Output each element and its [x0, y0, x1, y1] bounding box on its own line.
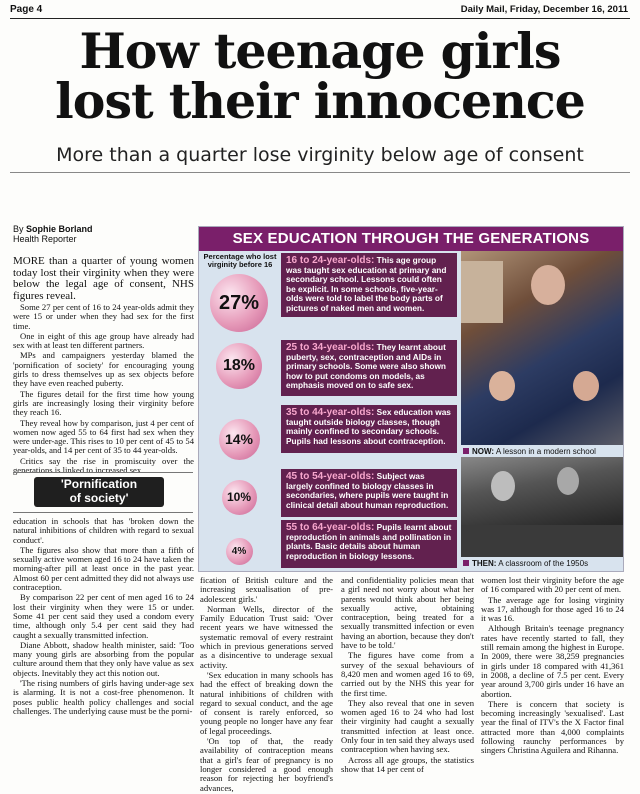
photo-detail	[531, 265, 565, 305]
byline-prefix: By	[13, 224, 27, 234]
pull-quote	[34, 477, 164, 507]
headline-line-2: lost their innocence	[55, 72, 585, 130]
generation-age: 25 to 34-year-olds:	[286, 342, 375, 353]
paragraph: women lost their virginity before the age of 16 compared with 20 per cent of men.	[481, 575, 624, 595]
article-column-1	[13, 256, 194, 476]
paragraph: MPs and campaigners yesterday blamed the 'pornification of society' for encouraging young girls to dress themselves up as sex objects before they have even reached puberty.	[13, 350, 194, 389]
caption-square-icon	[463, 448, 469, 454]
percentage-value: 14%	[224, 431, 254, 447]
paragraph: education in schools that has 'broken down the natural inhibitions of children with regard to sexual conduct'.	[13, 516, 194, 545]
paragraph: They reveal how by comparison, just 4 per cent of women now aged 55 to 64 first had sex when they were under-age. This rises to 10 per cent of 45 to 54 year-olds, and 14 per cent of 35 to 44 year-olds.	[13, 417, 194, 456]
paragraph: The figures have come from a survey of the sexual behaviours of 8,420 men and women aged 16 to 69, carried out by the NHS this year for the first time.	[341, 650, 474, 698]
generation-row-16-24	[281, 253, 457, 317]
pull-quote-line-1: 'Pornification	[60, 477, 138, 491]
paragraph: One in eight of this age group have already had sex with at least ten different partners.	[13, 330, 194, 351]
percentage-bubble	[210, 274, 268, 332]
generation-text: Sex education was taught outside biology classes, though mainly confined to secondary schools. Pupils had lessons about contraception.	[286, 407, 451, 446]
photo-detail	[573, 371, 599, 401]
now-caption	[463, 447, 596, 456]
paragraph: Although Britain's teenage pregnancy rates have recently started to fall, they still remain among the highest in Europe. In 2009, there were 38,259 pregnancies in girls under 18 compared with 41,361 in 2008, a decline of 7.5 per cent. Every year around 3,700 girls under 16 have an abortion.	[481, 623, 624, 699]
paragraph: 'Sex education in many schools has had the effect of breaking down the natural inhibitions of children with regard to sexual conduct, and the age of consent is rarely enforced, so young people no longer have any fear of legal proceedings.	[200, 669, 333, 736]
paragraph: There is concern that society is becoming increasingly 'sexualised'. Last year the final of ITV's the X Factor final attracted more than 4,000 complaints following raunchy performances by singers Christina Aguilera and Rihanna.	[481, 698, 624, 756]
photo-detail	[491, 471, 515, 501]
generation-age: 16 to 24-year-olds:	[286, 255, 375, 266]
generation-age: 35 to 44-year-olds:	[286, 407, 375, 418]
generation-text: This age group was taught sex education at primary and secondary school. Lessons could often be explicit. In some schools, five-year-olds were told to label the body parts of pictures of naked men and women.	[286, 255, 447, 313]
sex-education-graphic	[198, 226, 624, 572]
photo-detail	[489, 371, 515, 401]
byline-role: Health Reporter	[13, 234, 77, 244]
paragraph: 'On top of that, the ready availability of contraception means that a girl's fear of pregnancy is no longer considered a good enough reason for rejecting her boyfriend's advances,	[200, 736, 333, 793]
generation-text: Pupils learnt about reproduction in animals and pollination in plants. Basic details about human reproduction in biology lessons.	[286, 522, 452, 561]
percentage-bubble	[226, 538, 253, 565]
lead-paragraph: MORE than a quarter of young women today lost their virginity when they were below the legal age of consent, NHS figures reveal.	[13, 255, 194, 302]
generation-age: 55 to 64-year-olds:	[286, 522, 375, 533]
paragraph: Diane Abbott, shadow health minister, said: 'Too many young girls are absorbing from the popular culture around them that they only have value as sex objects. Inevitably they act this notion out.	[13, 639, 194, 678]
percentage-bubble	[219, 419, 260, 460]
photo-detail	[461, 261, 503, 323]
graphic-title: SEX EDUCATION THROUGH THE GENERATIONS	[199, 227, 623, 251]
generation-age: 45 to 54-year-olds:	[286, 471, 375, 482]
subheadline: More than a quarter lose virginity below age of consent	[56, 144, 584, 166]
1950s-classroom-photo	[461, 457, 623, 557]
article-column-1-continued	[13, 517, 194, 717]
article-column-4	[481, 576, 624, 757]
byline-author: Sophie Borland	[26, 224, 93, 234]
generation-row-45-54	[281, 469, 457, 517]
pull-quote-rule-bottom	[13, 512, 193, 513]
paragraph: Across all age groups, the statistics show that 14 per cent of	[341, 754, 474, 774]
generation-text: Subject was largely confined to biology classes in secondaries, where pupils were taught in clinical detail about human reproduction.	[286, 471, 449, 510]
article-column-2	[200, 576, 333, 794]
pull-quote-rule-top	[13, 472, 193, 473]
now-caption-text: A lesson in a modern school	[494, 447, 596, 456]
paragraph: The average age for losing virginity was 17, although for those aged 16 to 24 it was 16.	[481, 594, 624, 624]
paragraph: fication of British culture and the increasing sexualisation of pre-adolescent girls.'	[200, 575, 333, 604]
now-caption-tag: NOW:	[472, 447, 495, 456]
percentage-bubble	[222, 480, 257, 515]
paragraph: Some 27 per cent of 16 to 24 year-olds admit they were 15 or under when they had sex for the first time.	[13, 302, 194, 331]
article-column-3	[341, 576, 474, 775]
page-number: Page 4	[10, 4, 43, 15]
generation-row-55-64	[281, 520, 457, 568]
newspaper-dateline: Daily Mail, Friday, December 16, 2011	[460, 4, 628, 15]
pull-quote-line-2: of society'	[69, 491, 129, 505]
generation-row-25-34	[281, 340, 457, 396]
photo-detail	[461, 525, 623, 557]
generation-row-35-44	[281, 405, 457, 453]
caption-square-icon	[463, 560, 469, 566]
paragraph: Critics say the rise in promiscuity over the generations is linked to increased sex	[13, 455, 194, 476]
paragraph: The figures detail for the first time how young girls are increasingly losing their virginity before they reach 16.	[13, 388, 194, 418]
photo-detail	[557, 467, 579, 495]
then-caption-text: A classroom of the 1950s	[496, 559, 589, 568]
paragraph: Norman Wells, director of the Family Education Trust said: 'Over recent years we have witnessed the systematic removal of every restraint which in previous generations served as a disincentive to underage sexual activity.	[200, 603, 333, 670]
percentage-bubble	[216, 343, 262, 389]
percentage-column-header: Percentage who lost virginity before 16	[203, 252, 277, 269]
modern-classroom-photo	[461, 251, 623, 445]
then-caption	[463, 559, 588, 568]
headline	[0, 22, 640, 130]
paragraph: The figures also show that more than a fifth of sexually active women aged 16 to 24 have taken the morning-after pill at least once in the past year. Almost 60 per cent admitted they did not always use contraception.	[13, 544, 194, 593]
percentage-value: 27%	[218, 291, 260, 314]
percentage-value: 4%	[231, 545, 247, 557]
paragraph: They also reveal that one in seven women aged 16 to 24 who had lost their virginity had caught a sexually transmitted infection at least once. Only four in ten said they always used contraception when having sex.	[341, 697, 474, 755]
headline-line-1: How teenage girls	[79, 22, 561, 80]
then-caption-tag: THEN:	[472, 559, 497, 568]
paragraph: and confidentiality policies mean that a girl need not worry about what her parents would think about her being sexually active, obtaining contraception, being treated for a sexually transmitted infection or even having an abortion, because they don't have to be told.'	[341, 575, 474, 651]
generation-text: They learnt about puberty, sex, contraception and AIDs in primary schools. Some were also shown how to put condoms on models, as emphasis moved on to safe sex.	[286, 342, 446, 391]
subhead-rule	[10, 172, 630, 173]
paragraph: By comparison 22 per cent of men aged 16 to 24 lost their virginity when they were 15 or under. Some 41 per cent said they used a condom every time, although only 5.4 per cent said they had caught a sexually transmitted infection.	[13, 592, 194, 640]
paragraph: 'The rising numbers of girls having under-age sex is alarming. It is not a cost-free phenomenon. It poses public health policy challenges and social challenges. The underlying cause must be the porni-	[13, 678, 194, 716]
percentage-value: 10%	[226, 490, 252, 504]
byline	[13, 224, 93, 244]
percentage-value: 18%	[222, 357, 256, 374]
top-rule	[10, 18, 630, 19]
